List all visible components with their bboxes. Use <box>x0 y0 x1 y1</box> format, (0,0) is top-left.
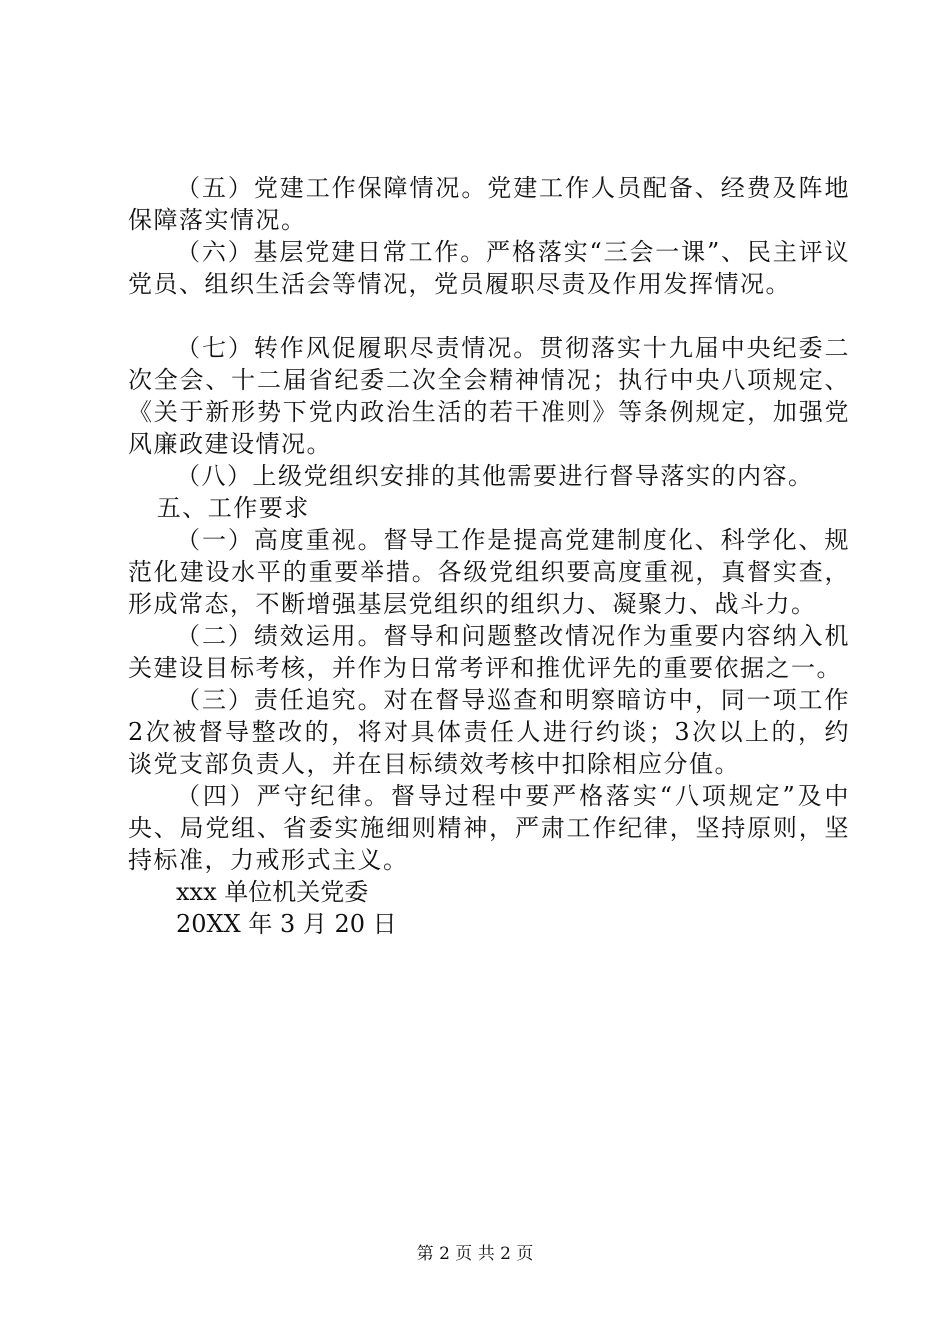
paragraph-6-daily-work: （六）基层党建日常工作。严格落实“三会一课”、民主评议党员、组织生活会等情况，党员履职尽责及作用发挥情况。 <box>128 238 850 298</box>
section-heading-requirements: 五、工作要求 <box>156 494 310 522</box>
signature-date: 20XX 年 3 月 20 日 <box>176 910 397 938</box>
signature-org: xxx 单位机关党委 <box>176 878 369 906</box>
paragraph-5-security: （五）党建工作保障情况。党建工作人员配备、经费及阵地保障落实情况。 <box>128 174 850 234</box>
paragraph-spacer <box>128 300 850 332</box>
paragraph-req-1: （一）高度重视。督导工作是提高党建制度化、科学化、规范化建设水平的重要举措。各级党组织要高度重视，真督实查，形成常态，不断增强基层党组织的组织力、凝聚力、战斗力。 <box>128 526 850 618</box>
document-body <box>128 172 850 940</box>
paragraph-8-other: （八）上级党组织安排的其他需要进行督导落实的内容。 <box>176 462 814 490</box>
paragraph-req-2: （二）绩效运用。督导和问题整改情况作为重要内容纳入机关建设目标考核，并作为日常考评和推优评先的重要依据之一。 <box>128 622 850 682</box>
paragraph-req-4: （四）严守纪律。督导过程中要严格落实“八项规定”及中央、局党组、省委实施细则精神，严肃工作纪律，坚持原则，坚持标准，力戒形式主义。 <box>128 782 850 874</box>
page-footer: 第 2 页 共 2 页 <box>416 1244 534 1264</box>
paragraph-7-style: （七）转作风促履职尽责情况。贯彻落实十九届中央纪委二次全会、十二届省纪委二次全会精神情况；执行中央八项规定、《关于新形势下党内政治生活的若干准则》等条例规定，加强党风廉政建设情况。 <box>128 334 850 458</box>
paragraph-req-3: （三）责任追究。对在督导巡查和明察暗访中，同一项工作2次被督导整改的，将对具体责任人进行约谈；3次以上的，约谈党支部负责人，并在目标绩效考核中扣除相应分值。 <box>128 686 850 778</box>
